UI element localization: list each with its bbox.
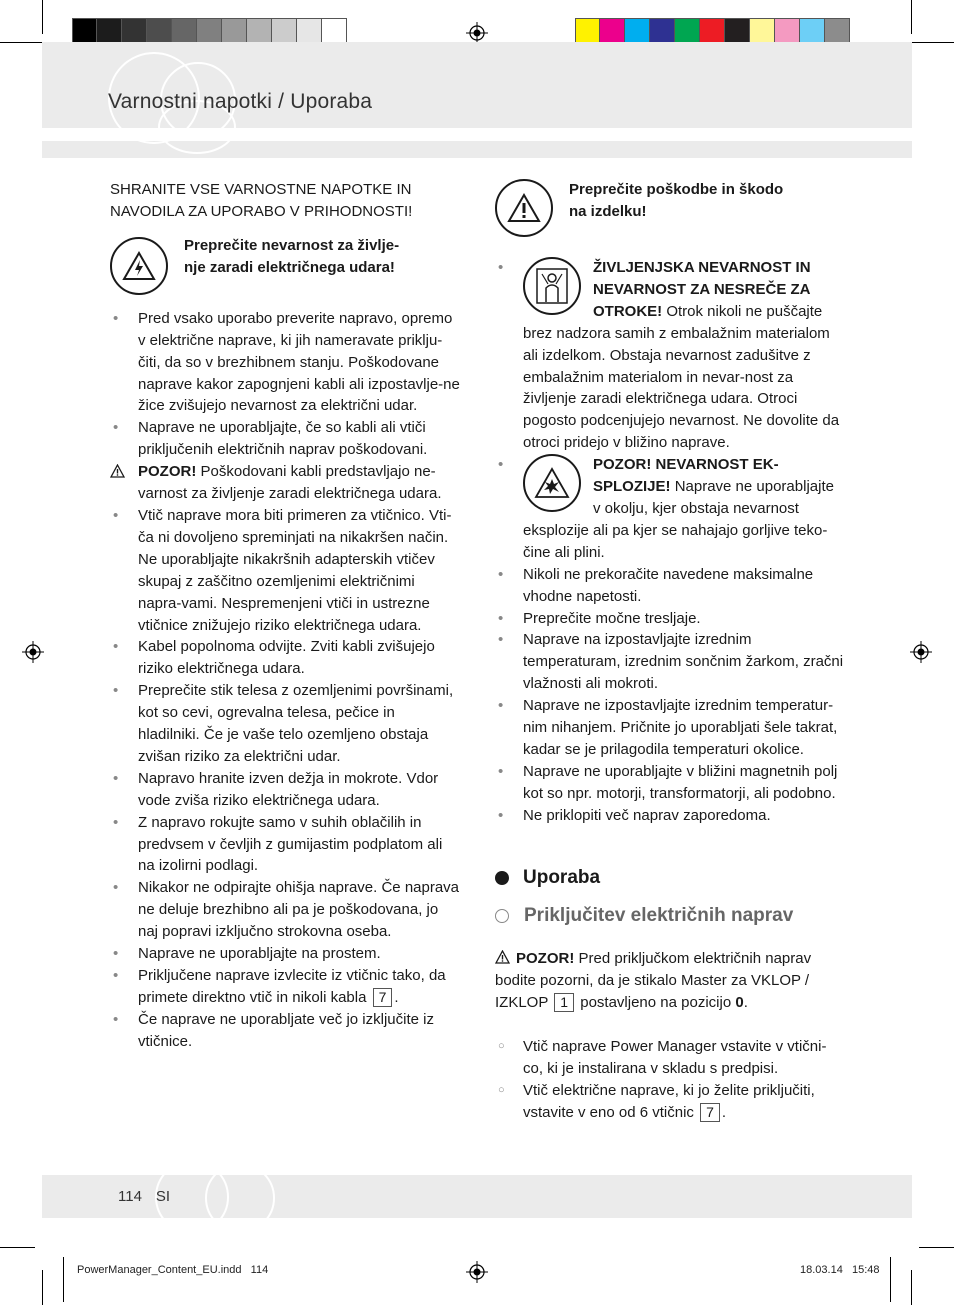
date-slug: 18.03.14 15:48 [800, 1264, 880, 1276]
crop-mark [63, 1257, 64, 1302]
electric-hazard-icon [110, 237, 168, 295]
crop-mark [911, 1270, 912, 1305]
list-item: • Naprave ne izpostavljajte izrednim temperatur-nim nihanjem. Pričnite jo uporabljati šele takrat, kadar se je prilagodila temperaturi okolice. [498, 697, 838, 758]
list-item: • Priključene naprave izvlecite iz vtičnic tako, da primete direktno vtič in nikoli kabla 7 . [113, 967, 446, 1006]
list-item: • Preprečite močne tresljaje. [498, 609, 701, 627]
left-column [110, 179, 460, 1053]
file-slug: PowerManager_Content_EU.indd 114 [77, 1264, 269, 1276]
step-item: ○ Vtič električne naprave, ki jo želite priključiti, vstavite v eno od 6 vtičnic 7 . [498, 1081, 815, 1121]
list-item: • Če naprave ne uporabljate več jo izključite iz vtičnice. [113, 1010, 434, 1050]
crop-mark [42, 1270, 43, 1305]
hollow-bullet-icon [495, 909, 509, 923]
explosion-hazard-icon [523, 454, 581, 512]
list-item: • Ne priklopiti več naprav zaporedoma. [498, 806, 771, 824]
registration-mark-icon [466, 1261, 488, 1283]
list-item: • Kabel popolnoma odvijte. Zviti kabli zvišujejo riziko električnega udara. [113, 638, 435, 678]
child-hazard-title: ŽIVLJENJSKA NEVARNOST IN NEVARNOST ZA NESREČE ZA OTROKE! [593, 259, 811, 320]
registration-mark-icon [910, 641, 932, 663]
decorative-circle [205, 1163, 275, 1233]
position-zero: 0 [735, 994, 744, 1012]
warning-icon [110, 464, 125, 478]
explosion-hazard-item: • POZOR! NEVARNOST EK-SPLOZIJE! Naprave ne uporabljajte v okolju, kjer obstaja nevarnost eksplozije ali pa kjer se nahajajo gorljive teko-čine ali plini. [498, 456, 834, 561]
left-list [110, 308, 460, 1053]
language-code: SI [155, 1188, 171, 1205]
crop-mark [909, 42, 954, 43]
list-item: • Naprave ne uporabljajte na prostem. [113, 945, 381, 963]
crop-mark [890, 1257, 891, 1302]
list-item: • Nikakor ne odpirajte ohišja naprave. Če naprava ne deluje brezhibno ali pa je poškodovana, jo naj popravi izključno strokovna oseba. [113, 879, 460, 941]
damage-warning-title-1: Preprečite poškodbe in škodo [569, 181, 784, 198]
child-hazard-icon [523, 257, 581, 315]
pozor-paragraph: POZOR! Pred priključkom električnih naprav bodite pozorni, da je stikalo Master za VKLOP / IZKLOP 1 postavljeno na pozicijo 0. [495, 950, 812, 1012]
list-item: • Nikoli ne prekoračite navedene maksimalne vhodne napetosti. [498, 565, 814, 605]
electric-warning-title-2: nje zaradi električnega udara! [184, 258, 395, 276]
steps-list [495, 1036, 845, 1124]
figure-ref-7: 7 [700, 1103, 720, 1122]
list-item: • Napravo hranite izven dežja in mokrote. Vdor vode zviša riziko električnega udara. [113, 769, 439, 809]
warning-icon [495, 179, 553, 237]
list-item: • Preprečite stik telesa z ozemljenimi površinami, kot so cevi, ogrevalna telesa, pečice in hladilniki. Če je vaše telo ozemljeno obstaja zvišan riziko za električni udar. [113, 682, 454, 765]
list-item: • Naprave ne uporabljajte v bližini magnetnih polj kot so npr. motorji, transformatorji, ali podobno. [498, 762, 838, 802]
list-item: • Naprave na izpostavljajte izrednim temperaturam, izrednim sončnim žarkom, zračni vlažnosti ali mokroti. [498, 631, 844, 693]
page-title: Varnostni napotki / Uporaba [108, 90, 373, 113]
electric-warning-title-1: Preprečite nevarnost za življe- [184, 236, 400, 254]
step-item: ○ Vtič naprave Power Manager vstavite v vtični-co, ki je instalirana v skladu s predpisi. [498, 1038, 827, 1077]
list-item: • Vtič naprave mora biti primeren za vtičnico. Vti-ča ni dovoljeno spreminjati na nikakršen način. Ne uporabljajte nikakršnih adapterskih vtičev skupaj z zaščitno ozemljenimi električnimi napra-vami. Nespremenjeni vtiči in ustrezne vtičnice znižujejo riziko električnega udara. [113, 506, 452, 634]
list-item [110, 461, 460, 505]
figure-ref-7: 7 [373, 988, 393, 1007]
warning-icon [495, 950, 510, 964]
subsection-heading: Priključitev električnih naprav [495, 905, 845, 927]
list-item: • Z napravo rokujte samo v suhih oblačilih in predvsem v čevljih z gumijastim podplatom ali na izolirni podlagi. [113, 813, 443, 875]
list-item: • Pred vsako uporabo preverite napravo, opremo v električne naprave, ki jih nameravate priklju-čiti, da so v brezhibnem stanju. Poškodovane naprave kakor zapognjeni kabli ali izpostavlje-ne žice zvišujejo nevarnost za električni udar. [113, 309, 460, 415]
explosion-hazard-title: POZOR! NEVARNOST EK-SPLOZIJE! [593, 456, 779, 496]
child-hazard-text: Otrok nikoli ne puščajte brez nadzora samih z embalažnim materialom ali izdelkom. Obstaja nevarnost zadušitve z embalažnim materialom in nevar-nost za življenje zaradi električnega udara. Otroci pogosto podcenjujejo nevarnost. Ne dovolite da otroci pridejo v bližino naprave. [523, 302, 840, 452]
electric-warning [110, 237, 460, 295]
intro-notice: SHRANITE VSE VARNOSTNE NAPOTKE IN NAVODILA ZA UPORABO V PRIHODNOSTI! [110, 181, 413, 220]
pozor-text: Poškodovani kabli predstavljajo ne-varnost za življenje zaradi električnega udara. [138, 463, 442, 503]
crop-mark [0, 1247, 35, 1248]
figure-ref-1: 1 [554, 993, 574, 1012]
damage-warning [495, 179, 845, 237]
crop-mark [919, 1247, 954, 1248]
list-item: • Naprave ne uporabljajte, če so kabli ali vtiči priključenih električnih naprav poškodovani. [113, 419, 428, 459]
crop-mark [42, 0, 43, 34]
crop-mark [0, 42, 45, 43]
section-heading: Uporaba [495, 867, 845, 889]
page-number: 114 SI [118, 1188, 171, 1205]
crop-mark [911, 0, 912, 34]
damage-warning-title-2: na izdelku! [569, 202, 647, 220]
registration-mark-icon [466, 22, 488, 44]
right-column [495, 179, 845, 1124]
registration-mark-icon [22, 641, 44, 663]
right-list [495, 257, 845, 827]
child-hazard-item: • ŽIVLJENJSKA NEVARNOST IN NEVARNOST ZA NESREČE ZA OTROKE! Otrok nikoli ne puščajte brez nadzora samih z embalažnim materialom ali izdelkom. Obstaja nevarnost zadušitve z embalažnim materialom in nevar-nost za življenje zaradi električnega udara. Otroci pogosto podcenjujejo nevarnost. Ne dovolite da otroci pridejo v bližino naprave. [498, 259, 840, 452]
filled-bullet-icon [495, 871, 509, 885]
pozor-label: POZOR! [138, 463, 197, 481]
explosion-hazard-text: Naprave ne uporabljajte v okolju, kjer obstaja nevarnost eksplozije ali pa kjer se nahajajo gorljive teko-čine ali plini. [523, 478, 834, 561]
